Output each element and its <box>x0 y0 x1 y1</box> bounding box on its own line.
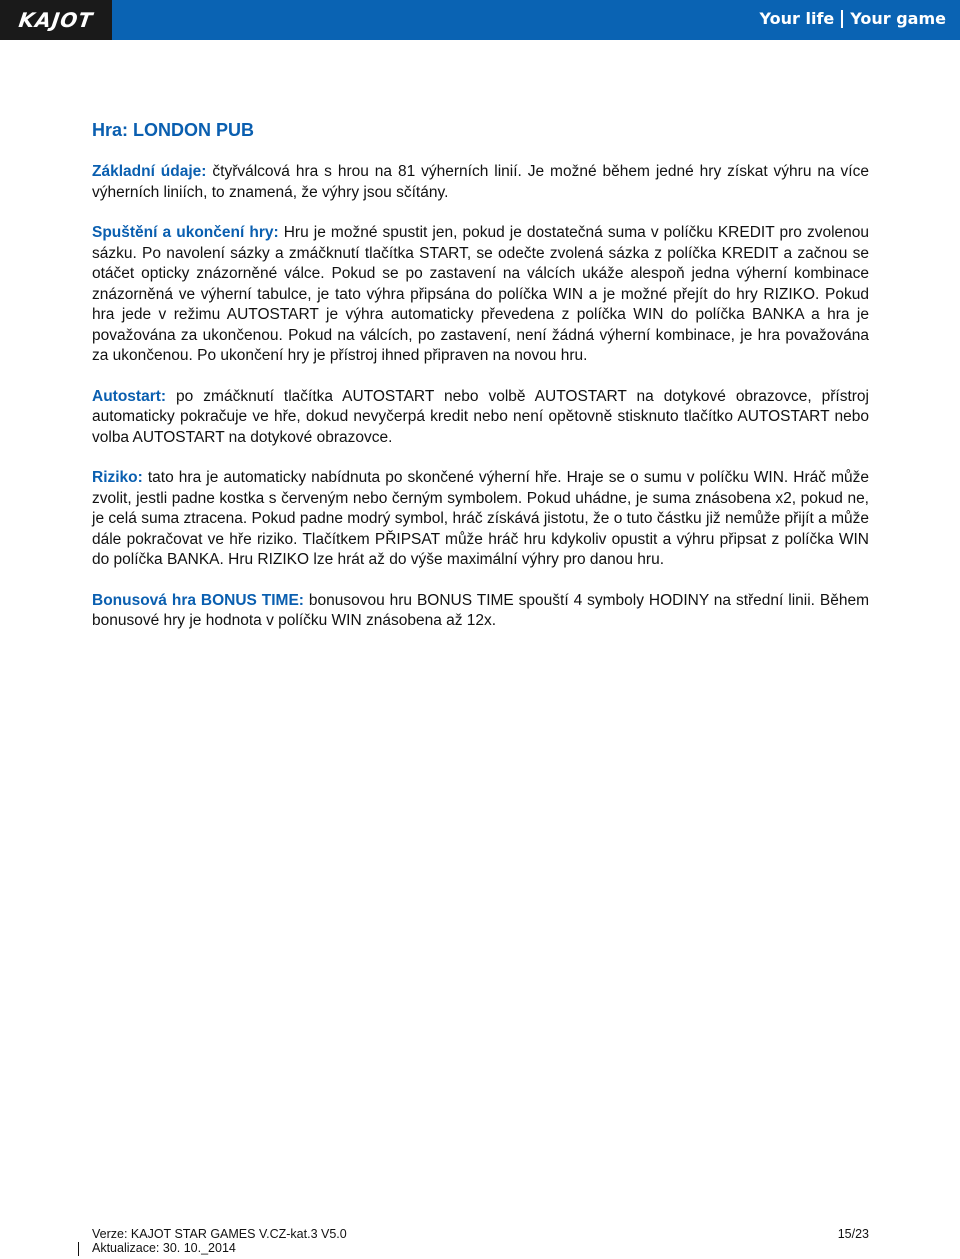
footer-row-version <box>92 1227 869 1241</box>
paragraph-basic-info <box>92 162 869 203</box>
paragraph-autostart <box>92 387 869 449</box>
paragraph-text: po zmáčknutí tlačítka AUTOSTART nebo volbě AUTOSTART na dotykové obrazovce, přístroj automaticky pokračuje ve hře, dokud nevyčerpá kredit nebo není opětovně stisknuto tlačítko AUTOSTART nebo volba AUTOSTART na dotykové obrazovce. <box>92 387 869 446</box>
logo-text: KAJOT <box>17 8 95 32</box>
slogan-separator <box>841 10 843 28</box>
paragraph-label: Autostart: <box>92 387 167 405</box>
paragraph-text: bonusovou hru BONUS TIME spouští 4 symboly HODINY na střední linii. Během bonusové hry je hodnota v políčku WIN znásobena až 12x. <box>92 591 869 629</box>
paragraph-bonus <box>92 591 869 632</box>
paragraph-start-end <box>92 223 869 367</box>
footer-rule <box>78 1242 79 1256</box>
footer <box>92 1227 869 1255</box>
paragraph-label: Spuštění a ukončení hry: <box>92 224 279 241</box>
slogan-part-1: Your life <box>759 9 835 28</box>
document-body <box>92 118 869 652</box>
kajot-logo <box>0 0 112 40</box>
paragraph-label: Bonusová hra BONUS TIME: <box>92 591 304 609</box>
footer-version: Verze: KAJOT STAR GAMES V.CZ-kat.3 V5.0 <box>92 1227 347 1241</box>
paragraph-text: Hru je možné spustit jen, pokud je dostatečná suma v políčku KREDIT pro zvolenou sázku. Po navolení sázky a zmáčknutí tlačítka START, se odečte zvolená sázka z políčka KREDIT a začnou se otáčet opticky znázorněné válce. Pokud se po zastavení na válcích ukáže alespoň jedna výherní kombinace znázorněná ve výherní tabulce, je tato výhra připsána do políčka WIN a je možné přejít do hry RIZIKO. Pokud hra jede v režimu AUTOSTART je výhra automaticky převedena z políčka WIN do políčka BANKA a hra je považována za ukončenou. Pokud na válcích, po zastavení, není žádná výherní kombinace, je hra považována za ukončenou. Po ukončení hry je přístroj ihned připraven na novou hru. <box>92 224 870 364</box>
footer-updated: Aktualizace: 30. 10._2014 <box>92 1241 236 1255</box>
paragraph-risk <box>92 468 869 571</box>
header-bar <box>0 0 960 40</box>
paragraph-label: Riziko: <box>92 469 143 486</box>
slogan-part-2: Your game <box>850 9 946 28</box>
footer-page-number: 15/23 <box>837 1227 869 1241</box>
paragraph-label: Základní údaje: <box>92 163 207 180</box>
page-title: Hra: LONDON PUB <box>92 120 255 140</box>
paragraph-text: tato hra je automaticky nabídnuta po skončené výherní hře. Hraje se o sumu v políčku WIN. Hráč může zvolit, jestli padne kostka s červeným nebo černým symbolem. Pokud uhádne, je suma znásobena x2, pokud ne, je celá suma ztracena. Pokud padne modrý symbol, hráč získává jistotu, že o tuto částku již nemůže přijít a může dále pokračovat ve hře riziko. Tlačítkem PŘIPSAT může hráč hru kdykoliv opustit a výhru připsat z políčka WIN do políčka BANKA. Hru RIZIKO lze hrát až do výše maximální výhry pro danou hru. <box>92 469 869 568</box>
paragraph-text: čtyřválcová hra s hrou na 81 výherních linií. Je možné během jedné hry získat výhru na více výherních liniích, to znamená, že výhry jsou sčítány. <box>92 163 869 201</box>
slogan <box>760 9 946 28</box>
